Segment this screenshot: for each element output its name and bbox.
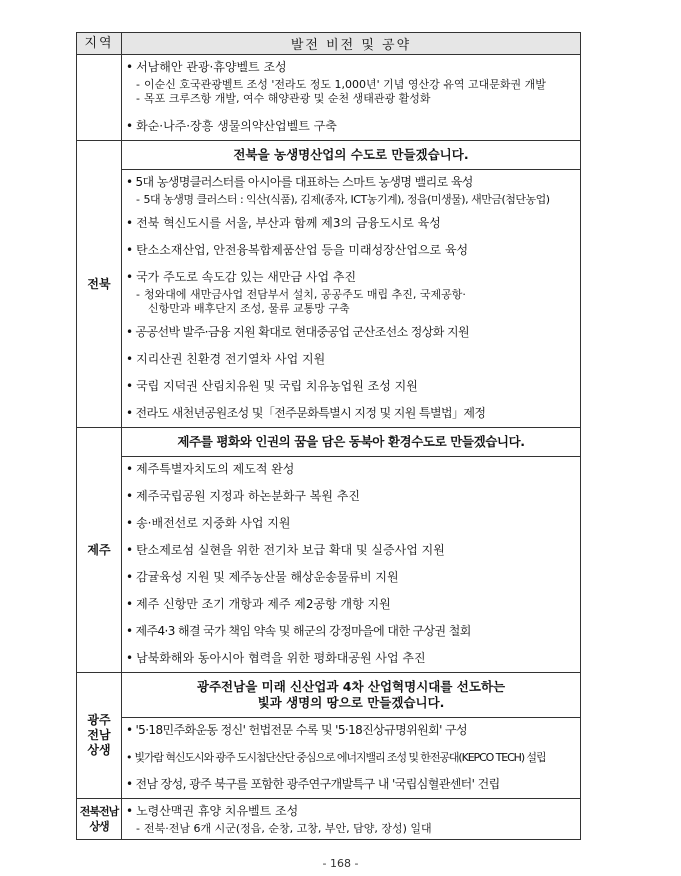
list-item: • 전북 혁신도시를 서울, 부산과 함께 제3의 금융도시로 육성 xyxy=(126,216,441,230)
list-item: • 제주국립공원 지정과 하논분화구 복원 추진 xyxy=(126,489,360,503)
jeonbuk-jeonnam-content xyxy=(122,799,581,840)
jeonbuk-title-row xyxy=(77,141,581,170)
gwangju-title-row xyxy=(77,673,581,718)
sub-item: - 5대 농생명 클러스터 : 익산(식품), 김제(종자, ICT농기계), 정읍(미생물), 새만금(첨단농업) xyxy=(136,193,550,206)
list-item: • 서남해안 관광·휴양벨트 조성 xyxy=(126,60,287,74)
region-jeju: 제주 xyxy=(77,428,122,673)
list-item: • 노령산맥권 휴양 치유벨트 조성 xyxy=(126,804,299,818)
jeonbuk-row xyxy=(77,170,581,428)
region-jeonbuk: 전북 xyxy=(77,141,122,428)
list-item: • 제주4·3 해결 국가 책임 약속 및 해군의 강정마을에 대한 구상권 철회 xyxy=(126,624,471,638)
region-gwangju: 광주 전남 상생 xyxy=(77,673,122,799)
gwangju-content xyxy=(122,718,581,799)
jeju-row xyxy=(77,457,581,673)
list-item: • 전라도 새천년공원조성 및「전주문화특별시 지정 및 지원 특별법」제정 xyxy=(126,406,486,420)
header-content: 발전 비전 및 공약 xyxy=(122,33,581,55)
list-item: • 남북화해와 동아시아 협력을 위한 평화대공원 사업 추진 xyxy=(126,651,426,665)
sub-item: - 이순신 호국관광벨트 조성 '전라도 정도 1,000년' 기념 영산강 유역 고대문화권 개발 xyxy=(136,78,546,91)
jeonnam-row xyxy=(77,55,581,141)
list-item: • 전남 장성, 광주 북구를 포함한 광주연구개발특구 내 '국립심혈관센터' 건립 xyxy=(126,777,500,791)
region-empty xyxy=(77,55,122,141)
jeonbuk-content xyxy=(122,170,581,428)
list-item: • 국가 주도로 속도감 있는 새만금 사업 추진 xyxy=(126,270,357,284)
list-item: • 공공선박 발주·금융 지원 확대로 현대중공업 군산조선소 정상화 지원 xyxy=(126,325,469,339)
list-item: • 화순·나주·장흥 생물의약산업벨트 구축 xyxy=(126,119,337,133)
sub-item: - 전북·전남 6개 시군(정읍, 순창, 고창, 부안, 담양, 장성) 일대 xyxy=(136,822,432,835)
policy-table xyxy=(76,32,581,840)
list-item: • 국립 지덕권 산림치유원 및 국립 치유농업원 조성 지원 xyxy=(126,379,418,393)
list-item: • 송·배전선로 지중화 사업 지원 xyxy=(126,516,291,530)
sub-item: - 청와대에 새만금사업 전담부서 설치, 공공주도 매립 추진, 국제공항· xyxy=(136,288,466,301)
jeonbuk-jeonnam-row xyxy=(77,799,581,840)
gwangju-row xyxy=(77,718,581,799)
header-row xyxy=(77,33,581,55)
jeju-title-row xyxy=(77,428,581,457)
region-jeonbuk-jeonnam: 전북전남 상생 xyxy=(77,799,122,840)
jeonnam-content xyxy=(122,55,581,141)
list-item: • 탄소소재산업, 안전융복합제품산업 등을 미래성장산업으로 육성 xyxy=(126,243,469,257)
list-item: • 5대 농생명클러스터를 아시아를 대표하는 스마트 농생명 밸리로 육성 xyxy=(126,175,473,189)
list-item: • 감귤육성 지원 및 제주농산물 해상운송물류비 지원 xyxy=(126,570,399,584)
jeju-title: 제주를 평화와 인권의 꿈을 담은 동북아 환경수도로 만들겠습니다. xyxy=(122,428,581,457)
sub-item: - 목포 크루즈항 개발, 여수 해양관광 및 순천 생태관광 활성화 xyxy=(136,92,431,105)
jeonbuk-title: 전북을 농생명산업의 수도로 만들겠습니다. xyxy=(122,141,581,170)
header-region: 지역 xyxy=(77,33,122,55)
list-item: • '5·18민주화운동 정신' 헌법전문 수록 및 '5·18진상규명위원회' 구성 xyxy=(126,723,468,737)
page-number: - 168 - xyxy=(322,857,359,870)
gwangju-title: 광주전남을 미래 신산업과 4차 산업혁명시대를 선도하는 빛과 생명의 땅으로 만들겠습니다. xyxy=(122,673,581,718)
list-item: • 제주특별자치도의 제도적 완성 xyxy=(126,462,295,476)
list-item: • 제주 신항만 조기 개항과 제주 제2공항 개항 지원 xyxy=(126,597,391,611)
list-item: • 탄소제로섬 실현을 위한 전기차 보급 확대 및 실증사업 지원 xyxy=(126,543,445,557)
list-item: • 지리산권 친환경 전기열차 사업 지원 xyxy=(126,352,326,366)
list-item: • 빛가람 혁신도시와 광주 도시첨단산단 중심으로 에너지밸리 조성 및 한전공대(KEPCO TECH) 설립 xyxy=(126,751,546,764)
jeju-content xyxy=(122,457,581,673)
sub-item-cont: 신항만과 배후단지 조성, 물류 교통망 구축 xyxy=(148,302,350,315)
